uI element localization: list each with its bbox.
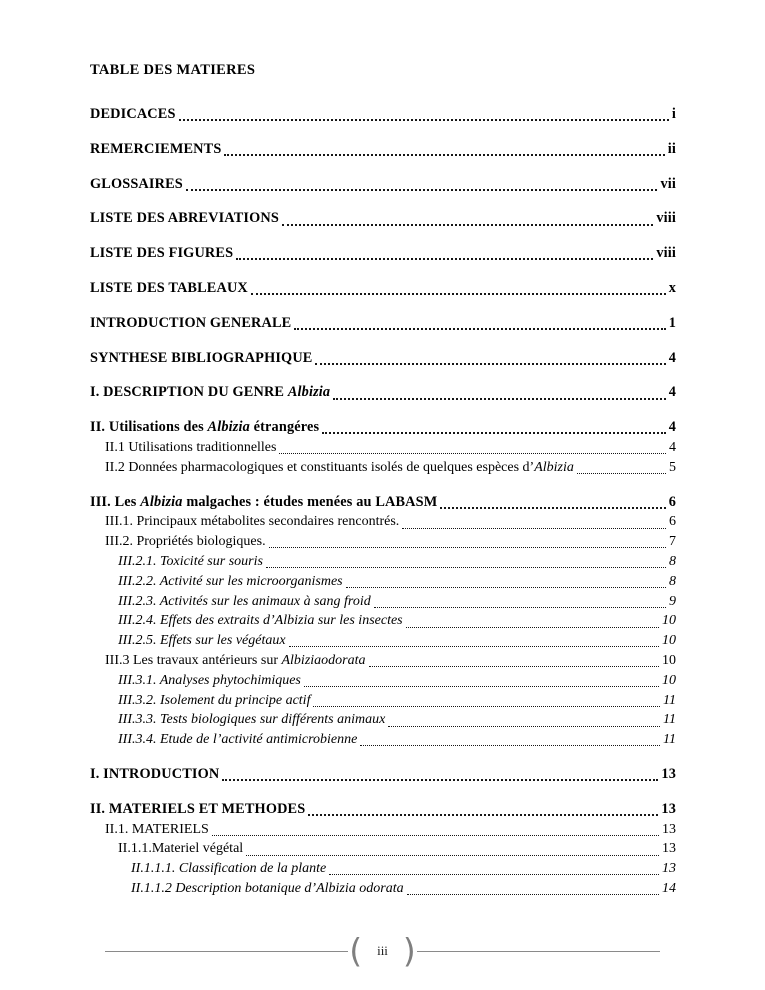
toc-entry bbox=[90, 651, 676, 671]
dot-leader bbox=[577, 458, 666, 474]
toc-entry-text: I. DESCRIPTION DU GENRE Albizia bbox=[90, 384, 331, 401]
dot-leader bbox=[266, 552, 666, 568]
dot-leader bbox=[407, 879, 659, 895]
toc-entry bbox=[90, 691, 676, 711]
toc-page-number: 7 bbox=[669, 534, 676, 550]
toc-entry bbox=[90, 314, 676, 334]
toc-page-number: 9 bbox=[669, 593, 676, 609]
toc-entry bbox=[90, 512, 676, 532]
footer-bracket-left-icon: ( bbox=[349, 930, 363, 970]
toc-entry-text: III.2.3. Activités sur les animaux à sang froid bbox=[118, 593, 371, 609]
toc-page-number: 4 bbox=[668, 419, 676, 436]
footer-rule-left bbox=[105, 951, 348, 952]
toc-entry bbox=[90, 552, 676, 572]
toc-page-number: 13 bbox=[662, 861, 676, 877]
toc-page-number: vii bbox=[660, 175, 676, 192]
toc-page-number: 13 bbox=[662, 821, 676, 837]
page-footer bbox=[105, 930, 660, 970]
toc-entry-text: III.2.2. Activité sur les microorganismes bbox=[118, 573, 343, 589]
toc-page-number: 13 bbox=[661, 765, 676, 782]
dot-leader bbox=[329, 859, 659, 875]
toc-entry-text: III.2.4. Effets des extraits d’Albizia sur les insectes bbox=[118, 613, 403, 629]
footer-rule-right bbox=[417, 951, 660, 952]
dot-leader bbox=[333, 383, 665, 399]
toc-entry-text: II. Utilisations des Albizia étrangéres bbox=[90, 419, 320, 436]
toc-page-number: i bbox=[671, 106, 676, 122]
dot-leader bbox=[212, 820, 659, 836]
toc-page-number: 8 bbox=[669, 553, 676, 569]
dot-leader bbox=[222, 765, 658, 781]
toc-page-number: 6 bbox=[669, 514, 676, 530]
toc-entry bbox=[90, 140, 676, 160]
dot-leader bbox=[279, 438, 666, 454]
toc-page-number: viii bbox=[656, 210, 676, 227]
toc-page-number: 13 bbox=[661, 800, 676, 817]
toc-entry bbox=[90, 631, 676, 651]
page-number: iii bbox=[377, 943, 388, 958]
toc-entry-text: II.2 Données pharmacologiques et constituants isolés de quelques espèces d’Albizia bbox=[105, 459, 574, 475]
toc-entry-text: III.3 Les travaux antérieurs sur Albiziaodorata bbox=[105, 652, 366, 668]
toc-entry bbox=[90, 175, 676, 195]
toc-entry-text: II.1. MATERIELS bbox=[105, 821, 209, 837]
dot-leader bbox=[282, 209, 653, 225]
dot-leader bbox=[406, 611, 659, 627]
toc-entry-text: II.1.1.Materiel végétal bbox=[118, 841, 244, 857]
table-of-contents bbox=[90, 90, 676, 899]
toc-page-number: 10 bbox=[662, 652, 676, 668]
toc-entry-text: SYNTHESE BIBLIOGRAPHIQUE bbox=[90, 349, 313, 366]
dot-leader bbox=[322, 418, 665, 434]
dot-leader bbox=[388, 710, 660, 726]
toc-entry bbox=[90, 820, 676, 840]
toc-entry-text: II.1 Utilisations traditionnelles bbox=[105, 439, 277, 455]
toc-entry bbox=[90, 105, 676, 125]
toc-entry-text: INTRODUCTION GENERALE bbox=[90, 314, 292, 331]
page-title: TABLE DES MATIERES bbox=[90, 62, 256, 78]
toc-page-number: 1 bbox=[668, 314, 676, 331]
dot-leader bbox=[179, 105, 669, 121]
dot-leader bbox=[315, 349, 665, 365]
toc-entry bbox=[90, 765, 676, 785]
toc-entry-text: III.3.2. Isolement du principe actif bbox=[118, 692, 311, 708]
dot-leader bbox=[374, 592, 666, 608]
toc-entry-text: III.1. Principaux métabolites secondaires rencontrés. bbox=[105, 514, 400, 530]
toc-entry bbox=[90, 859, 676, 879]
toc-page-number: 4 bbox=[669, 439, 676, 455]
toc-entry bbox=[90, 493, 676, 513]
dot-leader bbox=[304, 671, 659, 687]
toc-entry-text: I. INTRODUCTION bbox=[90, 765, 220, 782]
toc-entry bbox=[90, 800, 676, 820]
toc-entry bbox=[90, 611, 676, 631]
toc-entry-text: GLOSSAIRES bbox=[90, 175, 183, 192]
dot-leader bbox=[289, 631, 659, 647]
toc-page-number: 4 bbox=[668, 384, 676, 401]
toc-page-number: 10 bbox=[662, 613, 676, 629]
toc-page-number: 11 bbox=[663, 692, 676, 708]
toc-entry-text: III.3.4. Etude de l’activité antimicrobienne bbox=[118, 732, 358, 748]
toc-entry-text: II.1.1.2 Description botanique d’Albizia odorata bbox=[131, 880, 404, 896]
toc-page-number: viii bbox=[656, 245, 676, 262]
dot-leader bbox=[360, 730, 660, 746]
toc-page-number: 11 bbox=[663, 732, 676, 748]
dot-leader bbox=[369, 651, 660, 667]
dot-leader bbox=[313, 691, 660, 707]
toc-entry-text: III.3.3. Tests biologiques sur différents animaux bbox=[118, 712, 386, 728]
dot-leader bbox=[186, 175, 658, 191]
toc-entry bbox=[90, 458, 676, 478]
toc-entry-text: DEDICACES bbox=[90, 106, 176, 122]
toc-page-number: ii bbox=[667, 140, 676, 157]
toc-entry bbox=[90, 710, 676, 730]
footer-bracket-right-icon: ) bbox=[402, 930, 416, 970]
dot-leader bbox=[224, 140, 664, 156]
toc-entry-text: II.1.1.1. Classification de la plante bbox=[131, 861, 327, 877]
dot-leader bbox=[236, 244, 653, 260]
toc-entry bbox=[90, 418, 676, 438]
toc-page-number: 6 bbox=[668, 493, 676, 510]
toc-entry bbox=[90, 383, 676, 403]
toc-entry bbox=[90, 532, 676, 552]
toc-entry bbox=[90, 839, 676, 859]
dot-leader bbox=[246, 839, 659, 855]
toc-entry bbox=[90, 671, 676, 691]
toc-entry-text: REMERCIEMENTS bbox=[90, 140, 222, 157]
toc-entry bbox=[90, 438, 676, 458]
toc-entry-text: III.2.5. Effets sur les végétaux bbox=[118, 633, 286, 649]
toc-entry bbox=[90, 244, 676, 264]
dot-leader bbox=[251, 279, 666, 295]
toc-page-number: 13 bbox=[662, 841, 676, 857]
toc-entry-text: LISTE DES ABREVIATIONS bbox=[90, 210, 279, 227]
toc-entry-text: III.3.1. Analyses phytochimiques bbox=[118, 672, 301, 688]
toc-page-number: 4 bbox=[668, 349, 676, 366]
toc-entry-text: LISTE DES FIGURES bbox=[90, 245, 234, 262]
dot-leader bbox=[346, 572, 666, 588]
toc-entry bbox=[90, 572, 676, 592]
toc-entry bbox=[90, 730, 676, 750]
toc-page-number: x bbox=[668, 279, 676, 296]
dot-leader bbox=[402, 512, 666, 528]
toc-entry-text: II. MATERIELS ET METHODES bbox=[90, 800, 306, 817]
toc-page-number: 10 bbox=[662, 633, 676, 649]
toc-entry bbox=[90, 592, 676, 612]
toc-page-number: 11 bbox=[663, 712, 676, 728]
toc-entry-text: III.2.1. Toxicité sur souris bbox=[118, 553, 263, 569]
toc-entry bbox=[90, 279, 676, 299]
toc-entry bbox=[90, 349, 676, 369]
toc-entry-text: III. Les Albizia malgaches : études menées au LABASM bbox=[90, 493, 438, 510]
dot-leader bbox=[294, 314, 665, 330]
toc-entry bbox=[90, 879, 676, 899]
toc-page-number: 14 bbox=[662, 880, 676, 896]
toc-entry-text: III.2. Propriétés biologiques. bbox=[105, 534, 266, 550]
toc-page-number: 8 bbox=[669, 573, 676, 589]
toc-entry bbox=[90, 209, 676, 229]
toc-page-number: 10 bbox=[662, 672, 676, 688]
dot-leader bbox=[308, 800, 658, 816]
toc-entry-text: LISTE DES TABLEAUX bbox=[90, 279, 248, 296]
dot-leader bbox=[269, 532, 666, 548]
toc-page-number: 5 bbox=[669, 459, 676, 475]
dot-leader bbox=[440, 493, 665, 509]
